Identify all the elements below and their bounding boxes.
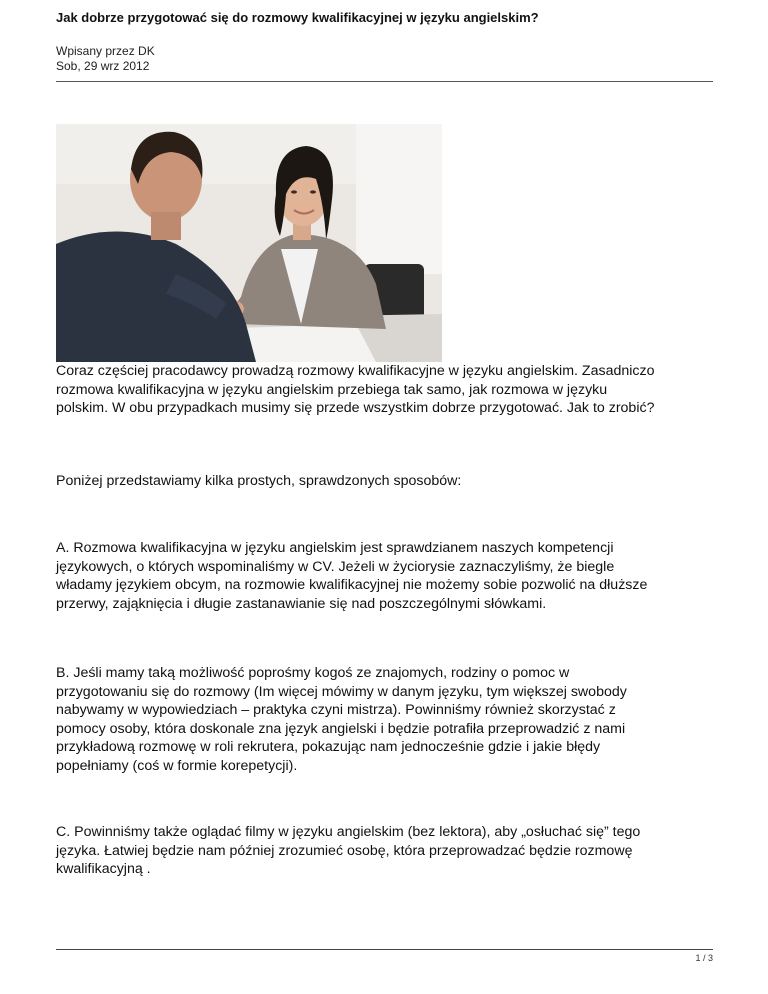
text-line: polskim. W obu przypadkach musimy się przede wszystkim dobrze przygotować. Jak to zrobić? <box>56 400 655 416</box>
page-number: 1 / 3 <box>695 953 713 963</box>
text-line: kwalifikacyjną . <box>56 861 151 877</box>
text-line: językowych, o których wspominaliśmy w CV. Jeżeli w życiorysie zaznaczyliśmy, że biegle <box>56 558 615 575</box>
paragraph-intro <box>56 362 716 418</box>
header-divider <box>56 81 713 82</box>
footer-divider <box>56 949 713 950</box>
text-line: pomocy osoby, która doskonale zna język angielski i będzie potrafiła przeprowadzić z nami <box>56 720 626 737</box>
text-line: rozmowa kwalifikacyjna w języku angielskim przebiega tak samo, jak rozmowa w języku <box>56 381 608 398</box>
text-line: B. Jeśli mamy taką możliwość poprośmy kogoś ze znajomych, rodziny o pomoc w <box>56 665 570 681</box>
text-line: Poniżej przedstawiamy kilka prostych, sprawdzonych sposobów: <box>56 473 462 489</box>
text-line: nabywamy w wypowiedziach – praktyka czyni mistrza). Powinniśmy również skorzystać z <box>56 702 616 718</box>
paragraph-point-b <box>56 664 716 775</box>
paragraph-point-c <box>56 823 716 879</box>
text-line: języka. Łatwiej będzie nam później zrozumieć osobę, która przeprowadzać będzie rozmowę <box>56 842 633 859</box>
text-line: A. Rozmowa kwalifikacyjna w języku angielskim jest sprawdzianem naszych kompetencji <box>56 540 614 556</box>
text-line: C. Powinniśmy także oglądać filmy w języku angielskim (bez lektora), aby „osłuchać się” tego <box>56 824 641 840</box>
article-meta <box>56 44 155 74</box>
author-line: Wpisany przez DK <box>56 44 155 58</box>
paragraph-point-a <box>56 539 716 613</box>
text-line: przykładową rozmowę w roli rekrutera, pokazując nam jednocześnie gdzie i jakie błędy <box>56 739 601 755</box>
text-line: Coraz częściej pracodawcy prowadzą rozmowy kwalifikacyjne w języku angielskim. Zasadniczo <box>56 363 655 379</box>
interview-handshake-photo <box>56 124 442 362</box>
article-title: Jak dobrze przygotować się do rozmowy kwalifikacyjnej w języku angielskim? <box>56 10 539 25</box>
paragraph-lead <box>56 472 716 491</box>
date-line: Sob, 29 wrz 2012 <box>56 59 150 73</box>
text-line: przerwy, zająknięcia i długie zastanawianie się nad poszczególnymi słówkami. <box>56 595 547 612</box>
text-line: władamy językiem obcym, na rozmowie kwalifikacyjnej nie możemy sobie pozwolić na dłuższe <box>56 577 648 593</box>
text-line: przygotowaniu się do rozmowy (Im więcej mówimy w danym języku, tym większej swobody <box>56 683 627 700</box>
text-line: popełniamy (coś w formie korepetycji). <box>56 757 298 774</box>
